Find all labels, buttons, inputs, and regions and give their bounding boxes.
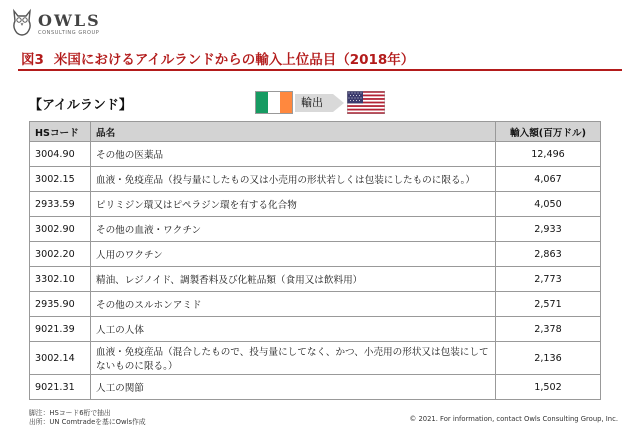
figure-title bbox=[21, 48, 414, 68]
usa-flag-icon bbox=[347, 91, 385, 114]
header-product-name: 品名 bbox=[91, 122, 496, 142]
cell-product-name: 人工の関節 bbox=[91, 375, 496, 400]
cell-product-name: 人用のワクチン bbox=[91, 242, 496, 267]
logo-subtitle: CONSULTING GROUP bbox=[38, 30, 100, 36]
figure-title-text: 米国におけるアイルランドからの輸入上位品目（2018年） bbox=[53, 52, 415, 68]
table-row bbox=[30, 217, 601, 242]
export-label: 輸出 bbox=[301, 96, 323, 109]
cell-hs-code: 3002.20 bbox=[30, 242, 91, 267]
table-row bbox=[30, 142, 601, 167]
footnote-source: 出所：UN Comtradeを基にOwls作成 bbox=[29, 418, 146, 426]
footnote-extraction: 脚注：HSコード6桁で抽出 bbox=[29, 409, 111, 417]
cell-hs-code: 3004.90 bbox=[30, 142, 91, 167]
table-row bbox=[30, 242, 601, 267]
table-row bbox=[30, 192, 601, 217]
cell-product-name: その他のスルホンアミド bbox=[91, 292, 496, 317]
figure-label: 図3 bbox=[21, 52, 44, 68]
header-import-value: 輸入額(百万ドル) bbox=[496, 122, 601, 142]
cell-product-name: 人工の人体 bbox=[91, 317, 496, 342]
cell-hs-code: 3002.90 bbox=[30, 217, 91, 242]
title-rule bbox=[18, 69, 622, 71]
table-row bbox=[30, 267, 601, 292]
cell-import-value: 2,863 bbox=[496, 242, 601, 267]
cell-hs-code: 3302.10 bbox=[30, 267, 91, 292]
table-header-row bbox=[30, 122, 601, 142]
logo-name: OWLS bbox=[38, 11, 101, 30]
table-row bbox=[30, 167, 601, 192]
ireland-flag-icon bbox=[255, 91, 293, 114]
cell-import-value: 1,502 bbox=[496, 375, 601, 400]
country-label: 【アイルランド】 bbox=[29, 98, 132, 113]
cell-product-name: その他の血液・ワクチン bbox=[91, 217, 496, 242]
owl-icon bbox=[10, 7, 34, 37]
import-table bbox=[29, 121, 601, 400]
cell-import-value: 2,136 bbox=[496, 342, 601, 375]
cell-import-value: 12,496 bbox=[496, 142, 601, 167]
cell-import-value: 2,571 bbox=[496, 292, 601, 317]
cell-import-value: 4,067 bbox=[496, 167, 601, 192]
cell-import-value: 4,050 bbox=[496, 192, 601, 217]
cell-product-name: 血液・免疫産品（混合したもので、投与量にしてなく、かつ、小売用の形状又は包装にしてないものに限る。） bbox=[91, 342, 496, 375]
company-logo bbox=[8, 6, 128, 38]
copyright: © 2021. For information, contact Owls Consulting Group, Inc. bbox=[409, 415, 618, 423]
cell-import-value: 2,378 bbox=[496, 317, 601, 342]
cell-product-name: ピリミジン環又はピペラジン環を有する化合物 bbox=[91, 192, 496, 217]
table-row bbox=[30, 317, 601, 342]
cell-hs-code: 9021.39 bbox=[30, 317, 91, 342]
cell-product-name: 血液・免疫産品（投与量にしたもの又は小売用の形状若しくは包装にしたものに限る。） bbox=[91, 167, 496, 192]
cell-hs-code: 3002.15 bbox=[30, 167, 91, 192]
cell-hs-code: 2933.59 bbox=[30, 192, 91, 217]
table-row bbox=[30, 292, 601, 317]
cell-import-value: 2,773 bbox=[496, 267, 601, 292]
cell-import-value: 2,933 bbox=[496, 217, 601, 242]
table-row bbox=[30, 375, 601, 400]
header-hs-code: HSコード bbox=[30, 122, 91, 142]
cell-hs-code: 3002.14 bbox=[30, 342, 91, 375]
table-row bbox=[30, 342, 601, 375]
cell-product-name: その他の医薬品 bbox=[91, 142, 496, 167]
cell-hs-code: 2935.90 bbox=[30, 292, 91, 317]
cell-hs-code: 9021.31 bbox=[30, 375, 91, 400]
cell-product-name: 精油、レジノイド、調製香料及び化粧品類（食用又は飲料用） bbox=[91, 267, 496, 292]
